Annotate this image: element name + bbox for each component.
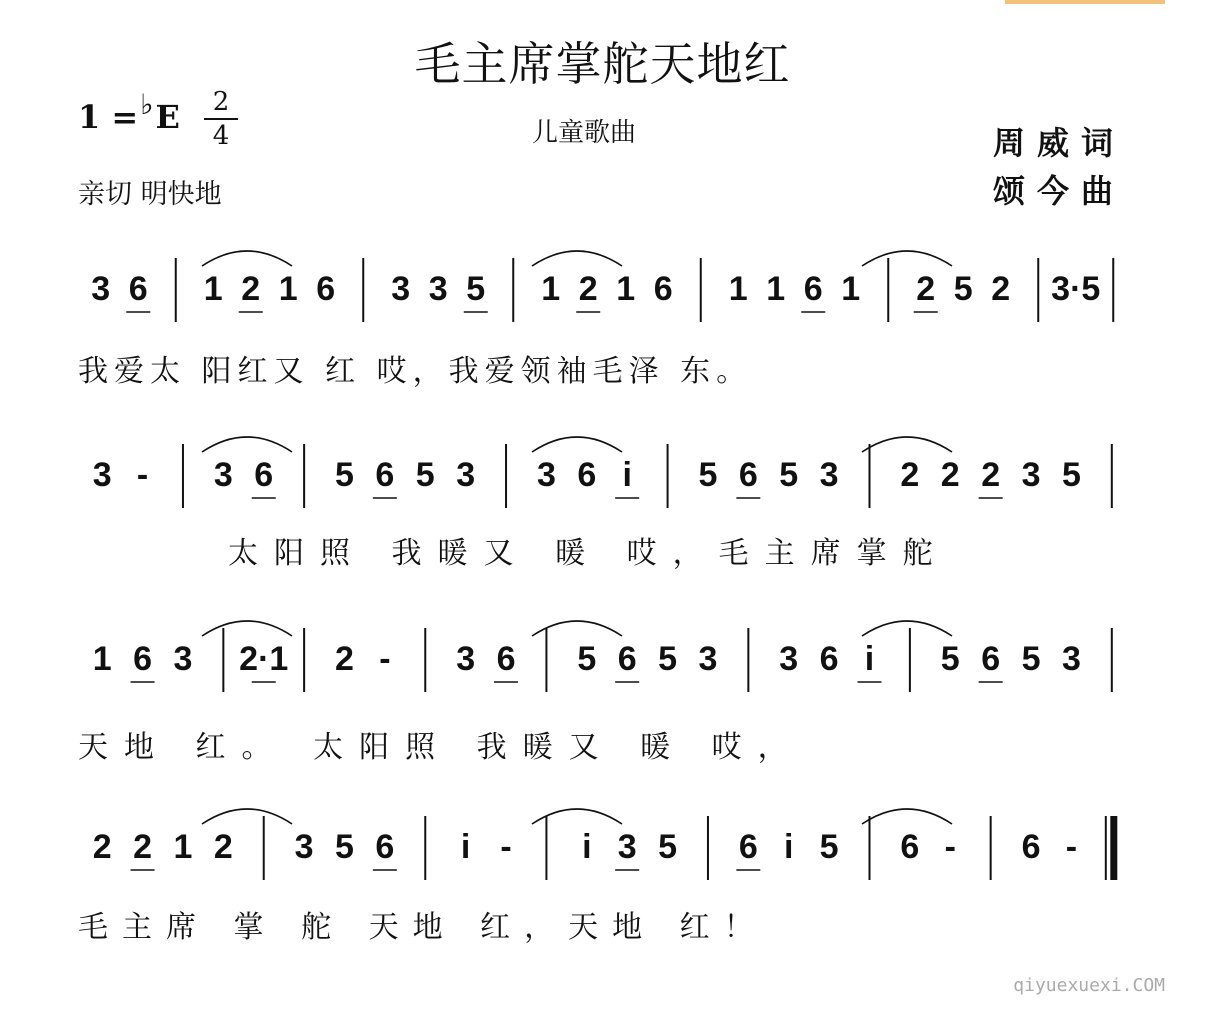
note: 5: [335, 828, 354, 866]
lyricist-credit: 周威词: [992, 124, 1125, 162]
note: -: [136, 456, 149, 494]
note: 3·5: [1051, 270, 1101, 308]
note: 3: [1061, 640, 1081, 678]
site-watermark: qiyuexuexi.COM: [1013, 975, 1165, 996]
note: 1: [173, 828, 193, 866]
note: 2: [241, 270, 261, 308]
note: 5: [466, 270, 486, 308]
note: 5: [1061, 456, 1081, 494]
slur: [862, 251, 952, 266]
slur: [532, 437, 622, 452]
note: 5: [658, 640, 678, 678]
note: i: [582, 828, 592, 866]
note: 6: [900, 828, 920, 866]
slur: [202, 809, 292, 824]
note: 5: [1021, 640, 1041, 678]
note: 2: [335, 640, 354, 678]
note: 6: [803, 270, 823, 308]
note: 5: [779, 456, 799, 494]
note: 3: [536, 456, 556, 494]
time-signature: 2 4: [204, 88, 238, 150]
note: 3: [213, 456, 233, 494]
note: 1: [203, 270, 223, 308]
slur: [862, 437, 952, 452]
note: 5: [658, 828, 678, 866]
note: 5: [577, 640, 597, 678]
note: -: [944, 828, 956, 866]
note: 3: [294, 828, 314, 866]
note: 6: [496, 640, 516, 678]
note: 6: [617, 640, 637, 678]
note: 3: [819, 456, 839, 494]
note: 2: [92, 828, 112, 866]
slur: [862, 621, 952, 636]
note: 1: [728, 270, 748, 308]
note: 5: [953, 270, 973, 308]
note: 6: [133, 640, 153, 678]
note: 2·1: [239, 640, 289, 678]
slur: [532, 251, 622, 266]
slur: [202, 437, 292, 452]
note: 6: [128, 270, 148, 308]
note: 2: [133, 828, 153, 866]
note: 1: [841, 270, 861, 308]
note: 2: [940, 456, 960, 494]
note: 3: [698, 640, 718, 678]
note: 1: [541, 270, 561, 308]
slur: [862, 809, 952, 824]
note: 5: [415, 456, 435, 494]
note: 6: [738, 828, 758, 866]
key-signature: 1 =♭E: [78, 88, 180, 136]
note: 6: [254, 456, 274, 494]
note: 1: [766, 270, 786, 308]
note: i: [622, 456, 632, 494]
note: 3: [391, 270, 411, 308]
note: 6: [653, 270, 673, 308]
note: 2: [981, 456, 1001, 494]
note: 6: [375, 828, 395, 866]
note: 5: [819, 828, 839, 866]
note: 1: [278, 270, 298, 308]
note: 6: [375, 456, 395, 494]
note: 2: [213, 828, 233, 866]
slur: [202, 251, 292, 266]
tempo-marking: 亲切 明快地: [78, 179, 222, 210]
note: 5: [698, 456, 718, 494]
note: i: [864, 640, 875, 678]
note: 3: [91, 270, 111, 308]
note: 3: [779, 640, 799, 678]
note: i: [784, 828, 794, 866]
note: 1: [616, 270, 636, 308]
note: 3: [456, 456, 476, 494]
note: 2: [991, 270, 1011, 308]
note: 2: [900, 456, 920, 494]
note: 2: [916, 270, 936, 308]
note: 3: [1021, 456, 1041, 494]
note: 6: [577, 456, 597, 494]
note: 3: [428, 270, 448, 308]
note: -: [379, 640, 391, 678]
note: i: [460, 828, 471, 866]
note: 6: [1021, 828, 1041, 866]
note: 6: [819, 640, 839, 678]
slur: [202, 621, 292, 636]
note: -: [1065, 828, 1078, 866]
note: 5: [335, 456, 354, 494]
note: 3: [173, 640, 193, 678]
note: 3: [92, 456, 112, 494]
note: 1: [92, 640, 112, 678]
note: 6: [738, 456, 758, 494]
note: 3: [617, 828, 637, 866]
note: 6: [316, 270, 336, 308]
song-genre: 儿童歌曲: [532, 118, 637, 148]
note: 3: [456, 640, 476, 678]
song-title: 毛主席掌舵天地红: [414, 37, 791, 91]
composer-credit: 颂今曲: [992, 172, 1125, 210]
note: 6: [981, 640, 1001, 678]
note: 2: [578, 270, 598, 308]
note: 5: [940, 640, 960, 678]
note: -: [500, 828, 512, 866]
